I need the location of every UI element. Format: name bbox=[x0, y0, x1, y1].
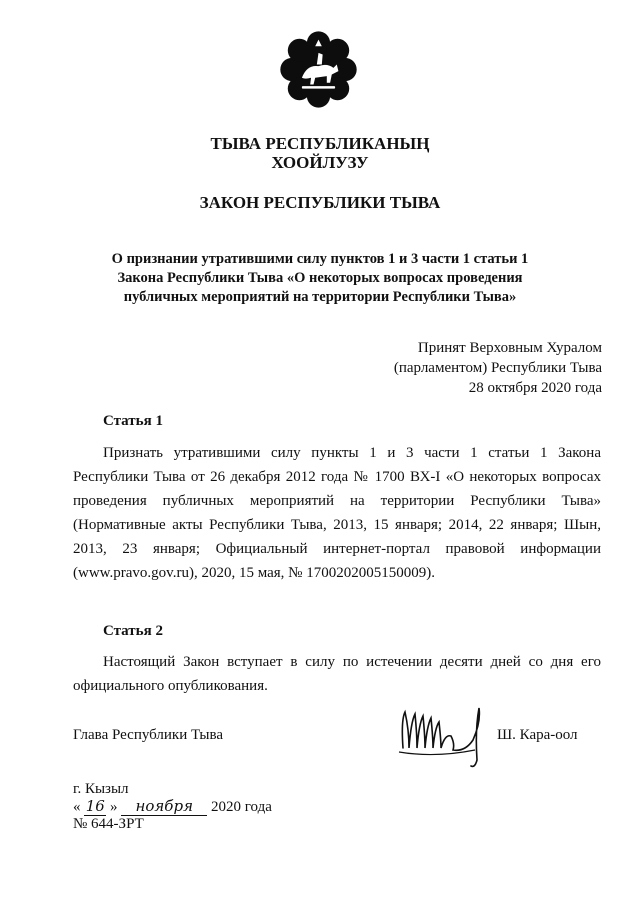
law-subtitle bbox=[90, 250, 550, 307]
adoption-note bbox=[282, 338, 602, 398]
signing-date bbox=[73, 798, 272, 816]
tuva-coat-of-arms-icon bbox=[277, 28, 360, 111]
subtitle-line: О признании утратившими силу пунктов 1 и 3 части 1 статьи 1 bbox=[111, 251, 529, 267]
article-2-text: Настоящий Закон вступает в силу по истечении десяти дней со дня его официального опубликования. bbox=[73, 654, 601, 694]
signatory-position: Глава Республики Тыва bbox=[73, 727, 224, 743]
date-quote-open: « bbox=[73, 799, 81, 815]
subtitle-line: публичных мероприятий на территории Республики Тыва» bbox=[123, 289, 517, 305]
date-month-handwritten: ноября bbox=[121, 798, 207, 816]
signatory-name: Ш. Кара-оол bbox=[497, 727, 578, 743]
article-1-heading: Статья 1 bbox=[103, 413, 163, 429]
law-title: ЗАКОН РЕСПУБЛИКИ ТЫВА bbox=[199, 193, 441, 212]
header-line-2: ХООЙЛУЗУ bbox=[271, 153, 369, 172]
handwritten-signature bbox=[395, 700, 495, 770]
subtitle-line: Закона Республики Тыва «О некоторых вопросах проведения bbox=[117, 270, 523, 286]
adoption-line: Принят Верховным Хуралом bbox=[417, 340, 602, 356]
date-day-handwritten: 16 bbox=[85, 797, 105, 815]
date-year: 2020 года bbox=[211, 799, 272, 815]
city: г. Кызыл bbox=[73, 781, 129, 797]
adoption-line: 28 октября 2020 года bbox=[468, 380, 602, 396]
adoption-line: (парламентом) Республики Тыва bbox=[393, 360, 602, 376]
date-quote-close: » bbox=[110, 799, 118, 815]
article-1-text: Признать утратившими силу пункты 1 и 3 части 1 статьи 1 Закона Республики Тыва от 26 декабря 2012 года № 1700 ВХ-I «О некоторых вопросах проведения публичных мероприятий на территории Республики Тыва» (Нормативные акты Республики Тыва, 2013, 15 января; 2014, 22 января; Шын, 2013, 23 января; Официальный интернет-портал правовой информации (www.pravo.gov.ru), 2020, 15 мая, № 1700202005150009). bbox=[73, 445, 601, 581]
header-line-1: ТЫВА РЕСПУБЛИКАНЫҢ bbox=[210, 134, 430, 153]
article-2-heading: Статья 2 bbox=[103, 623, 163, 639]
law-number: № 644-ЗРТ bbox=[73, 816, 144, 832]
